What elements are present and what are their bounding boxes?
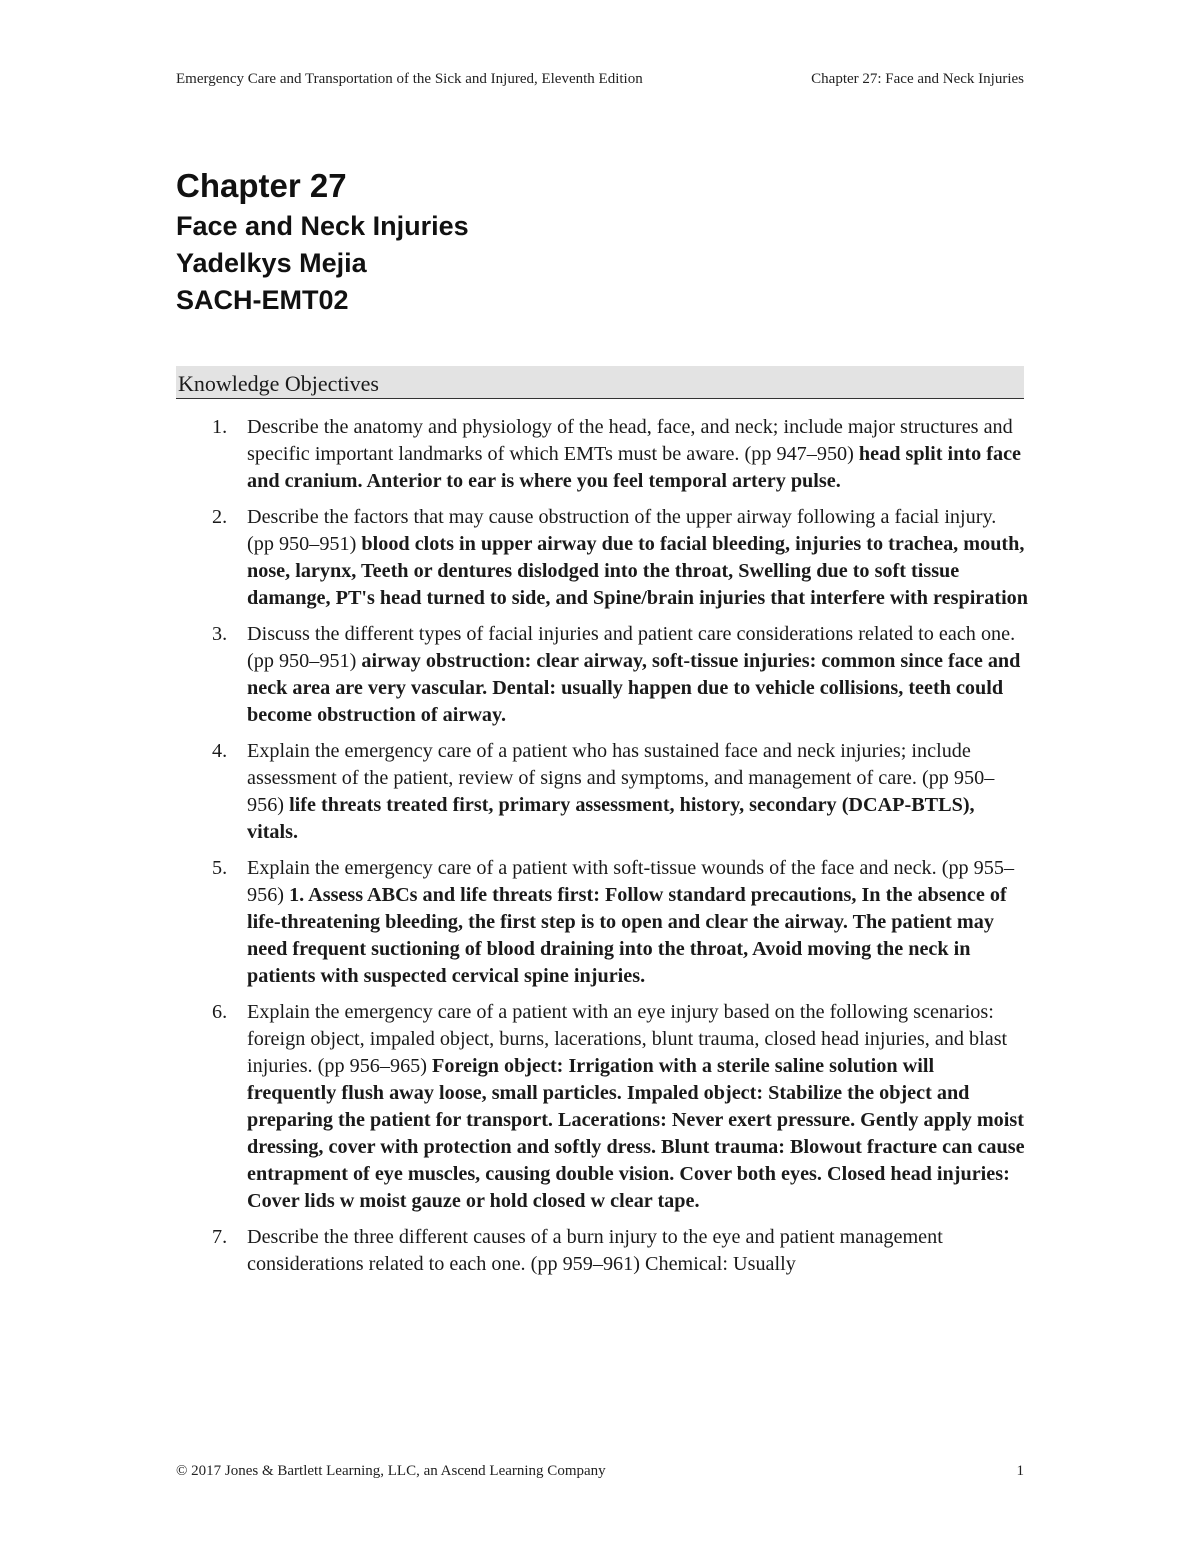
objective-answer: blood clots in upper airway due to facial bleeding, injuries to trachea, mouth, nose, larynx, Teeth or dentures dislodged into the throat, Swelling due to soft tissue damange, PT's head turned to side, and Spine/brain injuries that interfere with respiration: [247, 533, 1029, 609]
chapter-heading: Chapter 27: [176, 167, 347, 204]
objectives-list: [176, 414, 1028, 1287]
objective-text: Describe the three different causes of a burn injury to the eye and patient management considerations related to each one. (pp 959–961) Chemical: Usually: [247, 1226, 943, 1275]
objective-text: Explain the emergency care of a patient with soft-tissue wounds of the face and neck. (pp 955–956): [247, 857, 1015, 906]
objective-item: [176, 1224, 1028, 1278]
objective-text: Describe the factors that may cause obstruction of the upper airway following a facial injury. (pp 950–951): [247, 506, 997, 555]
page-footer: [176, 1463, 1024, 1480]
objective-text: Explain the emergency care of a patient with an eye injury based on the following scenarios: foreign object, impaled object, burns, lacerations, blunt trauma, closed head injuries, and blast injuries. (pp 956–965): [247, 1001, 1008, 1077]
objective-item: [176, 504, 1028, 612]
objective-number: 5.: [212, 857, 228, 879]
objective-number: 7.: [212, 1226, 228, 1248]
objective-number: 2.: [212, 506, 228, 528]
objective-number: 6.: [212, 1001, 228, 1023]
objective-number: 4.: [212, 740, 228, 762]
objective-number: 3.: [212, 623, 228, 645]
page-header: [176, 71, 1024, 88]
objective-item: [176, 999, 1028, 1215]
student-name: Yadelkys Mejia: [176, 248, 367, 278]
objective-text: Describe the anatomy and physiology of the head, face, and neck; include major structures and specific important landmarks of which EMTs must be aware. (pp 947–950): [247, 416, 1013, 465]
objective-item: [176, 621, 1028, 729]
header-book-title: Emergency Care and Transportation of the Sick and Injured, Eleventh Edition: [176, 71, 643, 87]
objective-answer: airway obstruction: clear airway, soft-tissue injuries: common since face and neck area are very vascular. Dental: usually happen due to vehicle collisions, teeth could become obstruction of airway.: [247, 650, 1021, 726]
topic-heading: Face and Neck Injuries: [176, 211, 469, 241]
title-block: [176, 164, 469, 319]
objective-answer: life threats treated first, primary assessment, history, secondary (DCAP-BTLS), vitals.: [247, 794, 975, 843]
objective-text: Explain the emergency care of a patient who has sustained face and neck injuries; include assessment of the patient, review of signs and symptoms, and management of care. (pp 950–956): [247, 740, 995, 816]
section-heading: Knowledge Objectives: [176, 366, 1024, 399]
objective-item: [176, 738, 1028, 846]
objective-item: [176, 414, 1028, 495]
page-number: 1: [1016, 1463, 1024, 1479]
footer-copyright: © 2017 Jones & Bartlett Learning, LLC, an Ascend Learning Company: [176, 1463, 606, 1479]
objective-text: Discuss the different types of facial injuries and patient care considerations related to each one. (pp 950–951): [247, 623, 1016, 672]
objective-answer: 1. Assess ABCs and life threats first: Follow standard precautions, In the absence of life-threatening bleeding, the first step is to open and clear the airway. The patient may need frequent suctioning of blood draining into the throat, Avoid moving the neck in patients with suspected cervical spine injuries.: [247, 884, 1007, 987]
objective-item: [176, 855, 1028, 990]
objective-number: 1.: [212, 416, 228, 438]
objective-answer: Foreign object: Irrigation with a sterile saline solution will frequently flush away loose, small particles. Impaled object: Stabilize the object and preparing the patient for transport. Lacerations: Never exert pressure. Gently apply moist dressing, cover with protection and softly dress. Blunt trauma: Blowout fracture can cause entrapment of eye muscles, causing double vision. Cover both eyes. Closed head injuries: Cover lids w moist gauze or hold closed w clear tape.: [247, 1055, 1025, 1212]
course-code: SACH-EMT02: [176, 285, 349, 315]
header-chapter-title: Chapter 27: Face and Neck Injuries: [811, 71, 1024, 87]
objective-answer: head split into face and cranium. Anterior to ear is where you feel temporal artery pulse.: [247, 443, 1021, 492]
